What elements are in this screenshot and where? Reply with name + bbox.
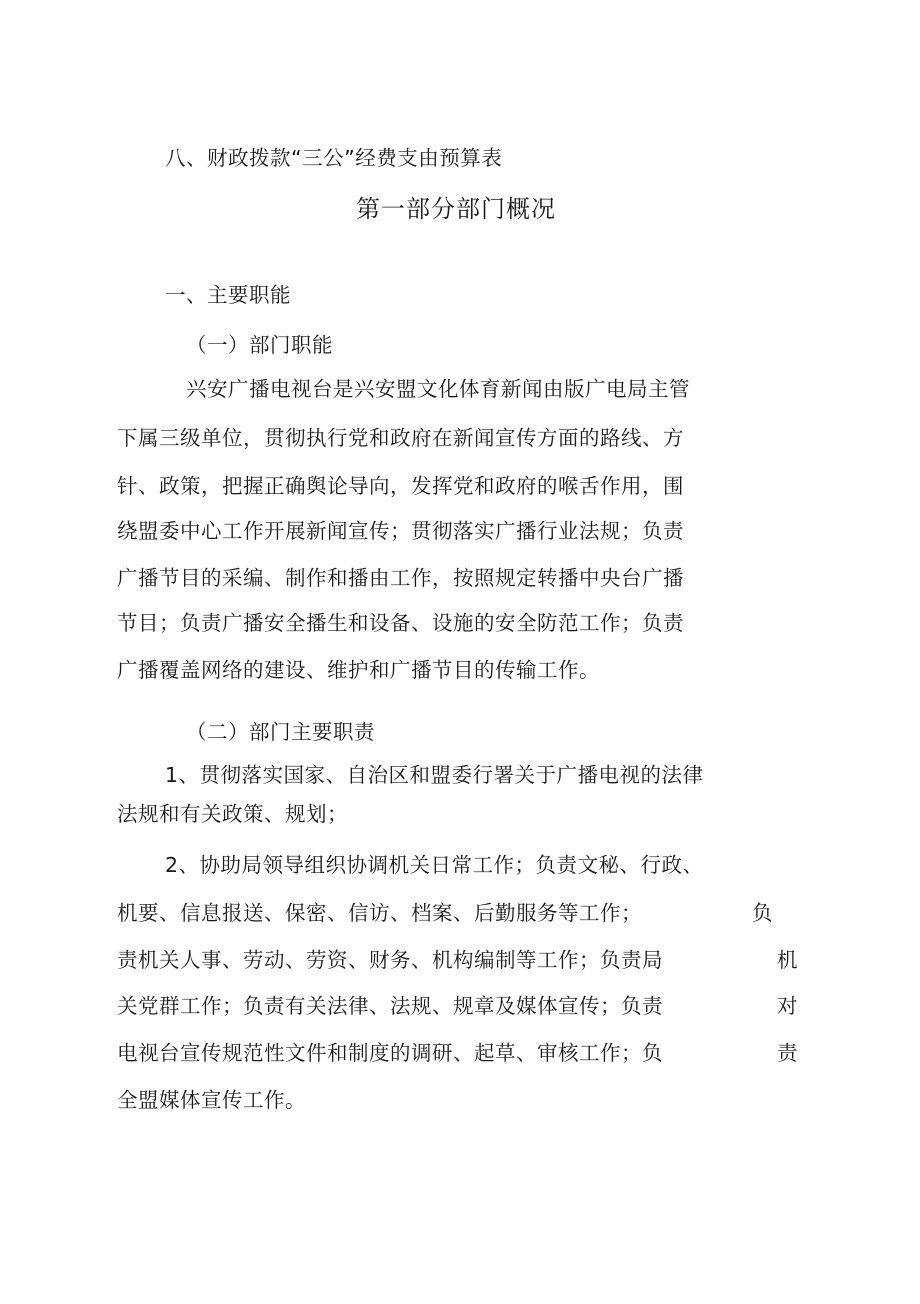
paragraph-line: 节目；负责广播安全播生和设备、设施的安全防范工作；负责 bbox=[117, 611, 684, 635]
subsection-heading: （一）部门职能 bbox=[186, 333, 333, 357]
list-item-line: 机要、信息报送、保密、信访、档案、后勤服务等工作； bbox=[117, 901, 642, 925]
list-item-line: 电视台宣传规范性文件和制度的调研、起草、审核工作；负 bbox=[117, 1041, 663, 1065]
trailing-char: 机 bbox=[777, 948, 798, 972]
paragraph-line: 绕盟委中心工作开展新闻宣传；贯彻落实广播行业法规；负责 bbox=[117, 519, 684, 543]
paragraph-line: 广播节目的采编、制作和播由工作，按照规定转播中央台广播 bbox=[117, 566, 684, 590]
part-title: 第一部分部门概况 bbox=[356, 195, 556, 223]
subsection-heading: （二）部门主要职责 bbox=[186, 720, 375, 744]
list-item-line: 法规和有关政策、规划； bbox=[117, 802, 348, 826]
list-item-line: 关党群工作；负责有关法律、法规、规章及媒体宣传；负责 bbox=[117, 994, 663, 1018]
trailing-char: 责 bbox=[777, 1041, 798, 1065]
paragraph-line: 针、政策，把握正确舆论导向，发挥党和政府的喉舌作用，围 bbox=[117, 474, 684, 498]
section-heading: 一、主要职能 bbox=[165, 283, 291, 307]
toc-item: 八、财政拨款“三公”经费支由预算表 bbox=[165, 146, 503, 170]
list-item-line: 全盟媒体宣传工作。 bbox=[117, 1088, 306, 1112]
list-item-line: 1、贯彻落实国家、自治区和盟委行署关于广播电视的法律 bbox=[165, 763, 704, 787]
trailing-char: 对 bbox=[777, 994, 798, 1018]
list-item-line: 2、协助局领导组织协调机关日常工作；负责文秘、行政、 bbox=[165, 853, 704, 877]
paragraph-line: 兴安广播电视台是兴安盟文化体育新闻由版广电局主管 bbox=[186, 377, 690, 401]
list-item-line: 责机关人事、劳动、劳资、财务、机构编制等工作；负责局 bbox=[117, 948, 663, 972]
trailing-char: 负 bbox=[752, 901, 773, 925]
paragraph-line: 下属三级单位，贯彻执行党和政府在新闻宣传方面的路线、方 bbox=[117, 426, 684, 450]
paragraph-line: 广播覆盖网络的建设、维护和广播节目的传输工作。 bbox=[117, 658, 600, 682]
